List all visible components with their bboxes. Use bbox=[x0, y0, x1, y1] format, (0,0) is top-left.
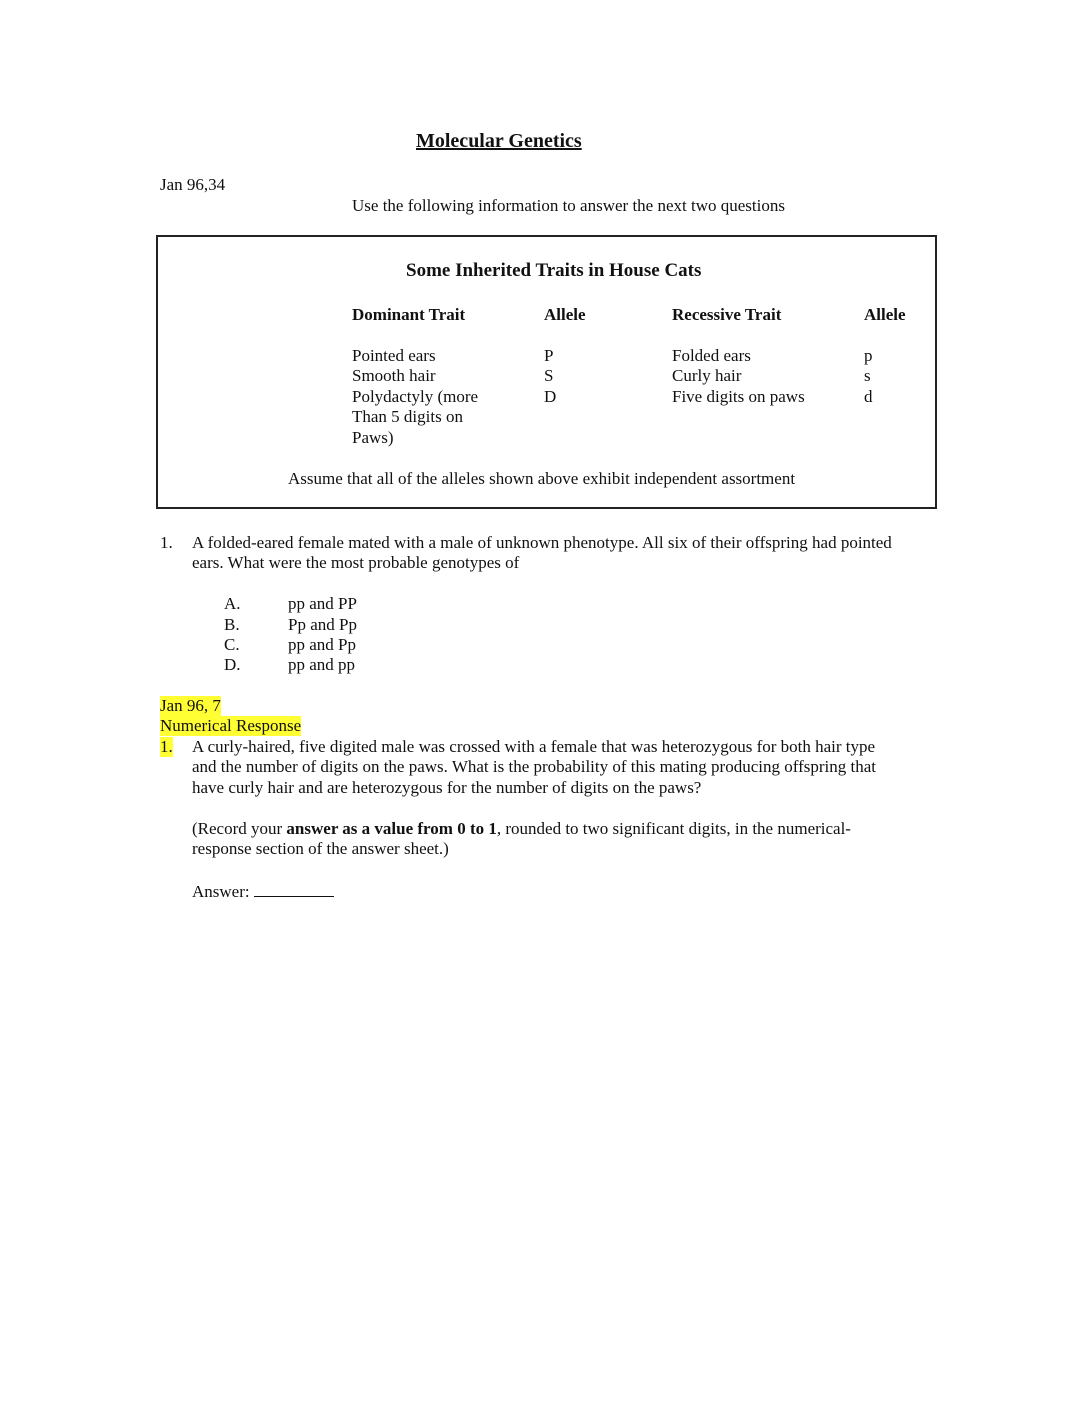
table-cell-allele: S bbox=[544, 366, 554, 385]
record-instruction bbox=[192, 819, 851, 839]
table-cell-recessive: Five digits on paws bbox=[672, 387, 805, 406]
header-recessive-allele: Allele bbox=[864, 305, 906, 324]
record-prefix: (Record your bbox=[192, 819, 287, 838]
question-reference: Jan 96,34 bbox=[160, 175, 226, 194]
question-text: and the number of digits on the paws. What is the probability of this mating producing offspring that bbox=[192, 757, 876, 776]
answer-blank[interactable] bbox=[254, 880, 334, 897]
table-cell-recessive: Folded ears bbox=[672, 346, 751, 365]
table-cell-dominant: Polydactyly (more bbox=[352, 387, 479, 406]
option-letter: C. bbox=[224, 635, 240, 654]
option-letter: B. bbox=[224, 615, 240, 634]
option-text: pp and pp bbox=[288, 655, 356, 674]
table-cell-dominant: Smooth hair bbox=[352, 366, 436, 385]
question-reference: Jan 96, 7 bbox=[160, 696, 221, 715]
record-suffix: , rounded to two significant digits, in the numerical- bbox=[496, 819, 851, 838]
table-title: Some Inherited Traits in House Cats bbox=[406, 260, 702, 281]
table-cell-allele: P bbox=[544, 346, 554, 365]
table-cell-allele: D bbox=[544, 387, 557, 406]
answer-label: Answer: bbox=[192, 882, 250, 901]
table-cell-allele: p bbox=[864, 346, 873, 365]
answer-row bbox=[192, 880, 334, 902]
question-number: 1. bbox=[160, 737, 173, 756]
option-letter: A. bbox=[224, 594, 241, 613]
numerical-response-label: Numerical Response bbox=[160, 716, 302, 735]
question-text: have curly hair and are heterozygous for the number of digits on the paws? bbox=[192, 778, 702, 797]
option-letter: D. bbox=[224, 655, 241, 674]
question-number: 1. bbox=[160, 533, 173, 552]
intro-text: Use the following information to answer the next two questions bbox=[352, 196, 785, 215]
question-text: A folded-eared female mated with a male of unknown phenotype. All six of their offspring had pointed bbox=[192, 533, 892, 552]
table-cell-dominant: Pointed ears bbox=[352, 346, 436, 365]
table-cell-dominant: Paws) bbox=[352, 428, 394, 447]
info-box bbox=[156, 235, 937, 509]
table-cell-dominant: Than 5 digits on bbox=[352, 407, 463, 426]
question-text: A curly-haired, five digited male was crossed with a female that was heterozygous for both hair type bbox=[192, 737, 876, 756]
table-cell-allele: d bbox=[864, 387, 873, 406]
option-text: Pp and Pp bbox=[288, 615, 357, 634]
page-title: Molecular Genetics bbox=[416, 130, 582, 152]
header-dominant-trait: Dominant Trait bbox=[352, 305, 466, 324]
table-note: Assume that all of the alleles shown above exhibit independent assortment bbox=[288, 469, 796, 488]
record-instruction-line2: response section of the answer sheet.) bbox=[192, 839, 449, 858]
header-recessive-trait: Recessive Trait bbox=[672, 305, 782, 324]
option-text: pp and PP bbox=[288, 594, 357, 613]
record-bold: answer as a value from 0 to 1 bbox=[286, 819, 497, 838]
option-text: pp and Pp bbox=[288, 635, 356, 654]
table-cell-allele: s bbox=[864, 366, 871, 385]
table-cell-recessive: Curly hair bbox=[672, 366, 742, 385]
question-text: ears. What were the most probable genotypes of bbox=[192, 553, 520, 572]
header-dominant-allele: Allele bbox=[544, 305, 586, 324]
